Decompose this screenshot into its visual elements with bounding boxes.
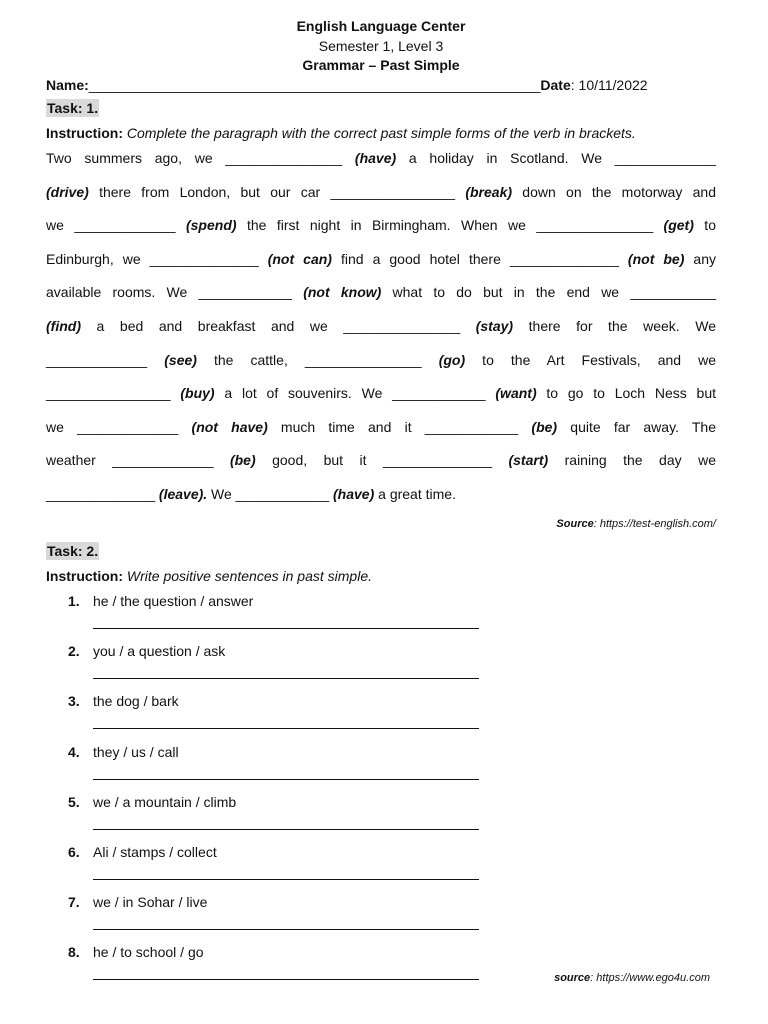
paragraph-text: to [693,217,716,234]
paragraph-line [46,176,716,210]
item-number: 4. [68,743,80,760]
verb-prompt: (not know) [303,284,382,301]
verb-prompt: (not be) [627,250,685,267]
paragraph-text: a holiday in Scotland. We _____________ [396,150,716,166]
paragraph-text: _____________ [46,351,165,368]
exercise-item [46,642,716,692]
verb-prompt: (be) [531,418,558,435]
paragraph-text: there from London, but our car ________________ [88,183,466,200]
paragraph-text: available rooms. We ____________ [46,284,304,301]
paragraph-text: ______________ [46,485,159,502]
answer-line[interactable] [93,865,479,880]
exercise-item [46,743,716,793]
worksheet-topic: Grammar – Past Simple [302,57,460,73]
verb-prompt: (spend) [185,217,237,234]
paragraph-text: a great time. [374,485,456,502]
paragraph-text: a lot of souvenirs. We ____________ [214,385,496,402]
paragraph-text: any [684,250,716,267]
date-label: Date [540,77,571,93]
exercise-item [46,592,716,642]
paragraph-text: weather _____________ [46,452,230,469]
task1-instruction-text: Complete the paragraph with the correct past simple forms of the verb in brackets. [126,125,636,141]
item-number: 8. [68,944,80,961]
task2-instruction-label: Instruction: [46,568,123,584]
task2-source-url: : https://www.ego4u.com [590,972,710,984]
task1-instruction-label: Instruction: [46,125,123,141]
paragraph-line [46,209,716,243]
verb-prompt: (start) [508,452,549,469]
verb-prompt: (find) [46,317,81,334]
item-number: 2. [68,643,80,660]
semester-level: Semester 1, Level 3 [318,38,444,54]
task2-source-label: source [554,972,591,984]
answer-line[interactable] [93,664,479,679]
paragraph-line [46,344,716,378]
center-name: English Language Center [296,18,466,34]
exercise-item [46,793,716,843]
exercise-item [46,692,716,742]
verb-prompt: (not can) [267,250,332,267]
item-prompt: the dog / bark [93,693,179,710]
task1-paragraph [46,142,716,512]
paragraph-text: there for the week. We [513,317,716,334]
verb-prompt: (buy) [180,385,215,402]
item-prompt: you / a question / ask [93,643,226,660]
exercise-item [46,843,716,893]
verb-prompt: (drive) [46,183,89,200]
verb-prompt: (see) [164,351,197,368]
paragraph-line [46,243,716,277]
item-number: 5. [68,793,80,810]
paragraph-line [46,142,716,176]
date-value: : 10/11/2022 [570,77,648,93]
paragraph-line [46,444,716,478]
paragraph-text: to go to Loch Ness but [536,385,717,402]
paragraph-text: ________________ [46,385,181,402]
name-blank[interactable]: __________________________________________________________ [88,77,541,93]
paragraph-text: Two summers ago, we _______________ [46,150,355,166]
item-prompt: he / the question / answer [93,593,254,609]
task1-source [556,518,716,530]
paragraph-text: what to do but in the end we ___________ [381,284,716,301]
paragraph-line [46,377,716,411]
verb-prompt: (not have) [191,418,268,435]
answer-line[interactable] [93,714,479,729]
item-number: 7. [68,894,80,911]
paragraph-line [46,478,716,512]
task1-source-url: : https://test-english.com/ [593,518,716,530]
task2-instruction-text: Write positive sentences in past simple. [126,568,372,584]
verb-prompt: (leave). [158,485,208,502]
exercise-item [46,943,716,993]
answer-line[interactable] [93,765,479,780]
paragraph-text: we _____________ [46,418,192,435]
item-number: 6. [68,844,80,860]
paragraph-text: good, but it ______________ [255,452,509,469]
task2-label: Task: 2. [47,543,99,559]
exercise-item [46,893,716,943]
answer-line[interactable] [93,965,479,980]
paragraph-text: Edinburgh, we ______________ [46,250,268,267]
verb-prompt: (break) [465,183,513,200]
answer-line[interactable] [93,915,479,930]
task2-source [554,972,710,984]
paragraph-text: find a good hotel there ______________ [331,250,628,267]
answer-line[interactable] [93,815,479,830]
verb-prompt: (have) [333,485,375,502]
paragraph-text: we _____________ [46,217,186,234]
paragraph-text: much time and it ____________ [267,418,532,435]
paragraph-text: raining the day we [548,452,716,469]
item-prompt: we / in Sohar / live [93,894,208,911]
name-date-row [46,76,716,94]
paragraph-text: We ____________ [207,485,334,502]
item-number: 3. [68,693,80,710]
item-prompt: he / to school / go [93,944,204,961]
task1-source-label: Source [556,518,594,530]
answer-line[interactable] [93,614,479,629]
paragraph-text: the cattle, _______________ [196,351,439,368]
paragraph-line [46,276,716,310]
paragraph-text: the first night in Birmingham. When we _______________ [236,217,664,234]
item-prompt: they / us / call [93,743,179,760]
paragraph-text: quite far away. The [557,418,716,435]
item-number: 1. [68,593,80,609]
verb-prompt: (have) [354,150,397,166]
item-prompt: Ali / stamps / collect [93,844,217,860]
paragraph-line [46,411,716,445]
verb-prompt: (go) [438,351,466,368]
verb-prompt: (be) [229,452,256,469]
item-prompt: we / a mountain / climb [93,793,237,810]
paragraph-text: to the Art Festivals, and we [465,351,716,368]
verb-prompt: (get) [663,217,694,234]
verb-prompt: (stay) [475,317,514,334]
paragraph-text: a bed and breakfast and we _______________ [80,317,476,334]
task1-label: Task: 1. [47,100,99,116]
task1-instruction [46,124,636,142]
paragraph-text: down on the motorway and [512,183,716,200]
verb-prompt: (want) [495,385,537,402]
task2-instruction [46,567,372,585]
worksheet-page [46,0,716,1024]
paragraph-line [46,310,716,344]
name-label: Name: [46,77,89,93]
